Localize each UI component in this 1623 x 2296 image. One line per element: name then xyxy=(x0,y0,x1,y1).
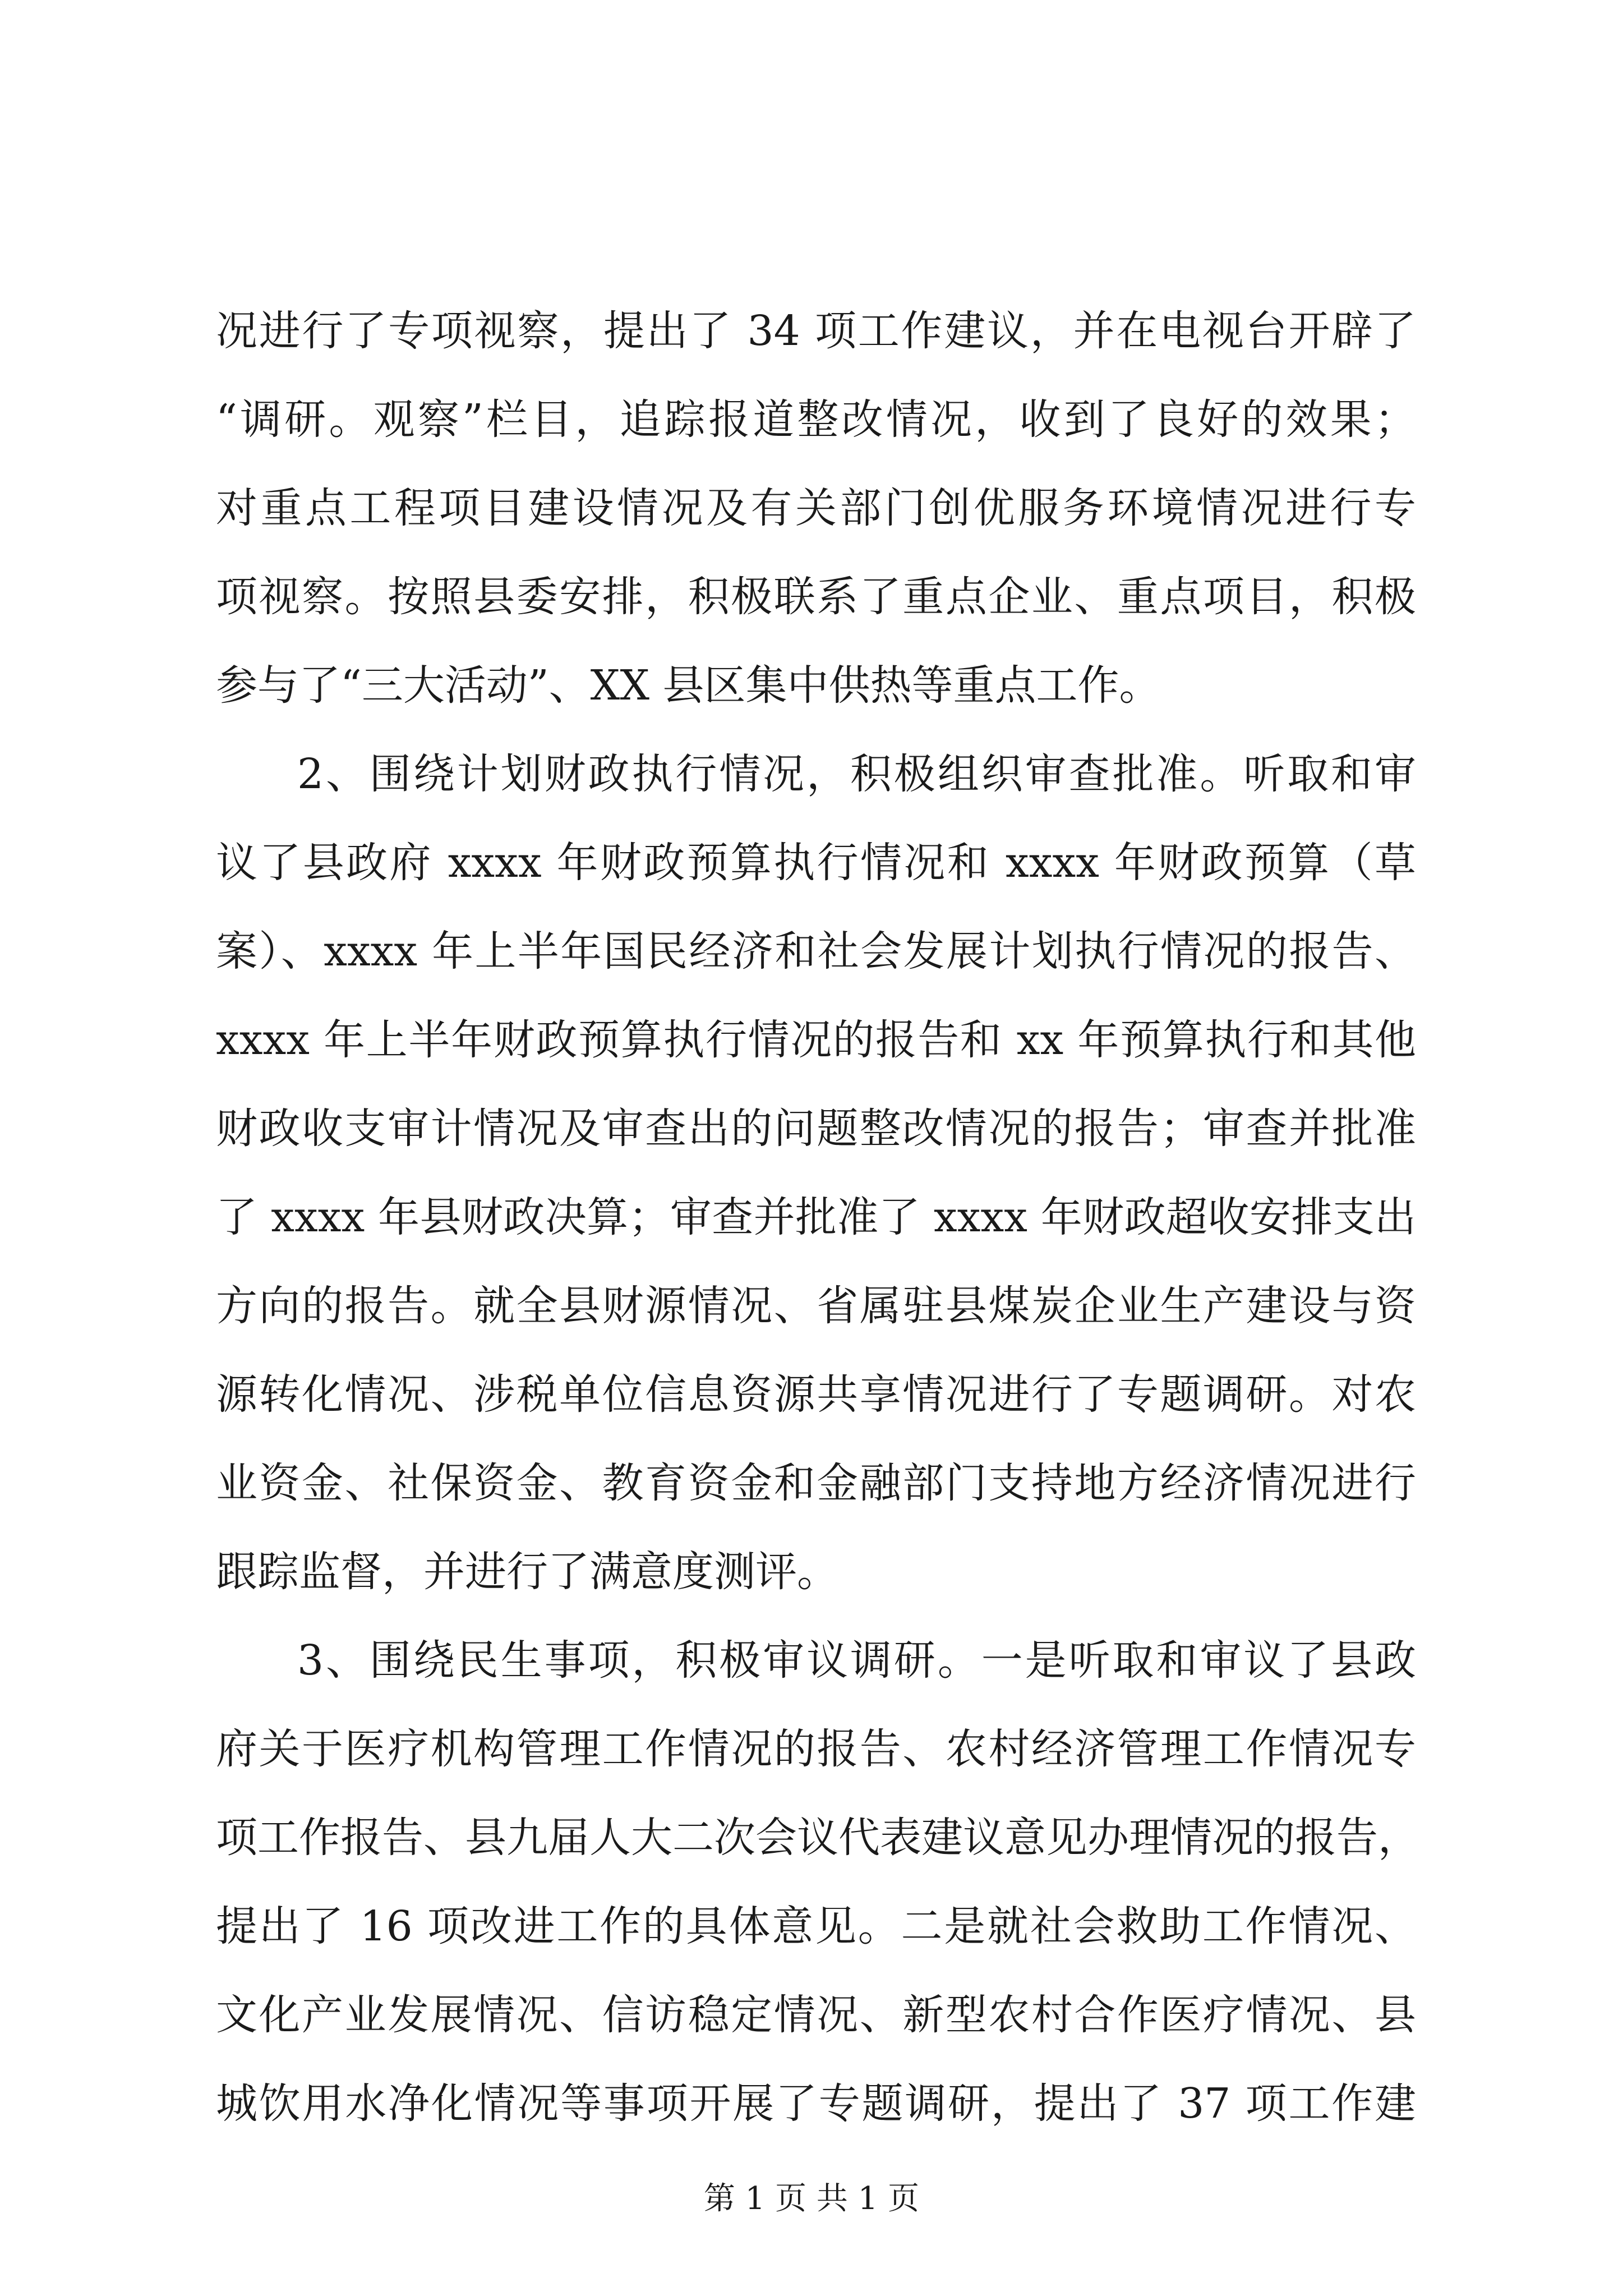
text-line: 项视察。按照县委安排，积极联系了重点企业、重点项目，积极 xyxy=(216,573,1416,621)
text-line: 参与了“三大活动”、XX 县区集中供热等重点工作。 xyxy=(216,661,1161,710)
text-line: 提出了 16 项改进工作的具体意见。二是就社会救助工作情况、 xyxy=(216,1902,1416,1950)
text-line: 财政收支审计情况及审查出的问题整改情况的报告；审查并批准 xyxy=(216,1105,1416,1153)
text-line: 方向的报告。就全县财源情况、省属驻县煤炭企业生产建设与资 xyxy=(216,1282,1416,1330)
text-line: xxxx 年上半年财政预算执行情况的报告和 xx 年预算执行和其他 xyxy=(216,1016,1416,1064)
text-line: 况进行了专项视察，提出了 34 项工作建议，并在电视台开辟了 xyxy=(216,307,1416,355)
text-line: “调研。观察”栏目，追踪报道整改情况，收到了良好的效果； xyxy=(216,395,1416,444)
text-line: 3、围绕民生事项，积极审议调研。一是听取和审议了县政 xyxy=(297,1636,1416,1685)
text-line: 文化产业发展情况、信访稳定情况、新型农村合作医疗情况、县 xyxy=(216,1991,1416,2039)
text-line: 2、围绕计划财政执行情况，积极组织审查批准。听取和审 xyxy=(297,750,1416,798)
text-line: 对重点工程项目建设情况及有关部门创优服务环境情况进行专 xyxy=(216,484,1416,532)
text-line: 城饮用水净化情况等事项开展了专题调研，提出了 37 项工作建 xyxy=(216,2079,1416,2128)
page-footer: 第 1 页 共 1 页 xyxy=(703,2180,920,2217)
text-line: 议了县政府 xxxx 年财政预算执行情况和 xxxx 年财政预算（草 xyxy=(216,839,1416,887)
text-line: 项工作报告、县九届人大二次会议代表建议意见办理情况的报告， xyxy=(216,1814,1419,1862)
text-line: 业资金、社保资金、教育资金和金融部门支持地方经济情况进行 xyxy=(216,1459,1416,1507)
text-line: 府关于医疗机构管理工作情况的报告、农村经济管理工作情况专 xyxy=(216,1725,1416,1773)
text-line: 案）、xxxx 年上半年国民经济和社会发展计划执行情况的报告、 xyxy=(216,927,1416,976)
text-line: 跟踪监督，并进行了满意度测评。 xyxy=(216,1548,838,1596)
text-line: 了 xxxx 年县财政决算；审查并批准了 xxxx 年财政超收安排支出 xyxy=(216,1193,1416,1241)
text-line: 源转化情况、涉税单位信息资源共享情况进行了专题调研。对农 xyxy=(216,1370,1416,1419)
